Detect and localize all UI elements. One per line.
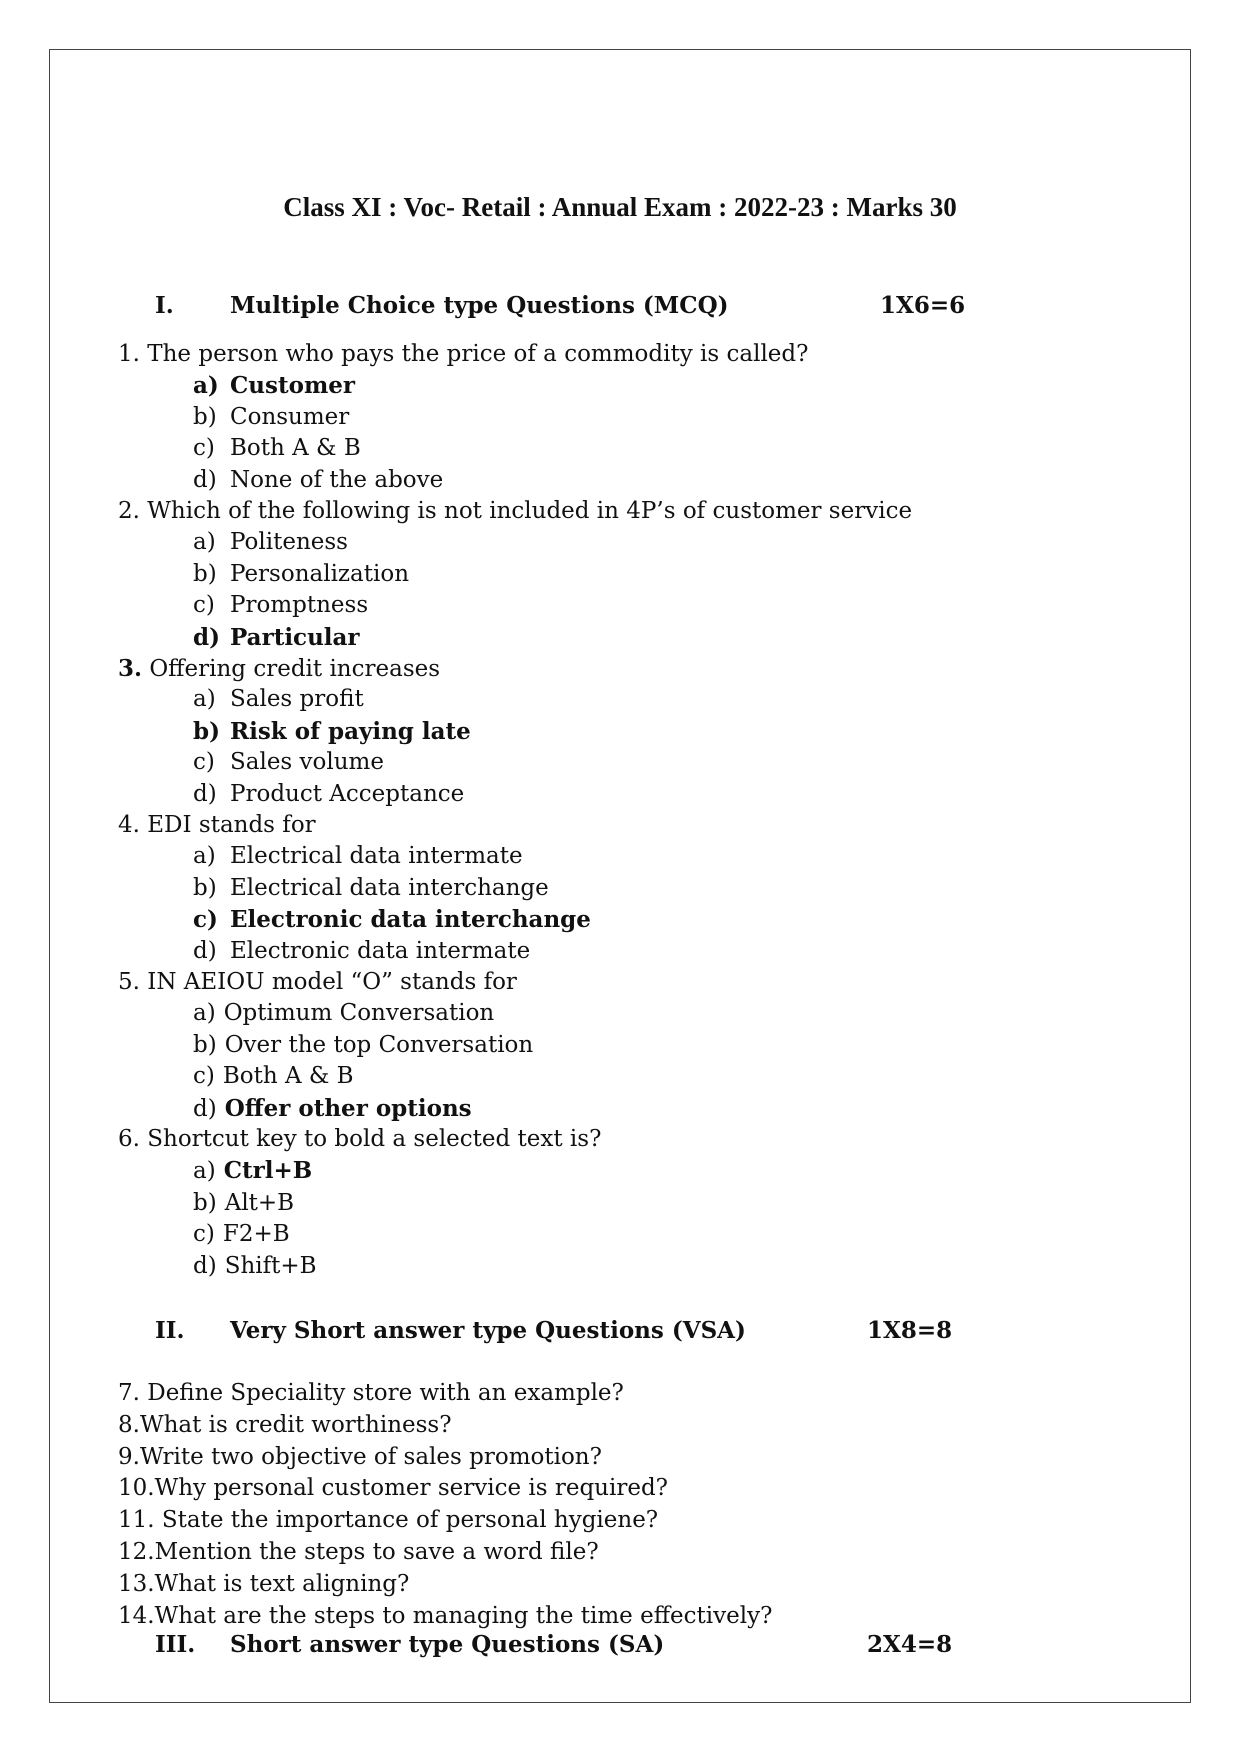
question-text: The person who pays the price of a commodity is called? <box>147 341 809 367</box>
question-text: IN AEIOU model “O” stands for <box>147 969 517 995</box>
option: a) Sales profit <box>193 686 364 712</box>
option: c) Electronic data interchange <box>193 906 591 933</box>
question-6-options <box>193 1155 317 1282</box>
option: a) Customer <box>193 372 356 399</box>
section-number: II. <box>155 1317 185 1344</box>
question-2-options <box>193 527 409 653</box>
option: d) Product Acceptance <box>193 780 465 807</box>
option: a) Politeness <box>193 529 348 555</box>
option: d) None of the above <box>193 466 444 493</box>
vsa-question-list <box>118 1378 772 1632</box>
option: a) Optimum Conversation <box>193 1000 495 1026</box>
option: b) Electrical data interchange <box>193 874 549 901</box>
section-heading-mcq <box>155 292 1155 324</box>
option: c) Both A & B <box>193 435 361 461</box>
option: c) Promptness <box>193 592 369 618</box>
question-3 <box>118 653 440 685</box>
question-4-options <box>193 841 591 967</box>
section-title: Short answer type Questions (SA) <box>230 1631 665 1658</box>
question-text: EDI stands for <box>147 812 316 838</box>
option: a) Electrical data intermate <box>193 843 523 869</box>
option: d) Offer other options <box>193 1094 472 1122</box>
question-number: 1. <box>118 341 140 367</box>
section-marks: 2X4=8 <box>867 1631 953 1658</box>
option: d) Shift+B <box>193 1252 317 1279</box>
list-item: 12.Mention the steps to save a word file? <box>118 1538 599 1565</box>
question-number: 2. <box>118 498 140 524</box>
question-6 <box>118 1124 601 1155</box>
option: a) Ctrl+B <box>193 1157 313 1184</box>
section-marks: 1X6=6 <box>880 292 966 319</box>
section-heading-vsa <box>155 1317 1155 1349</box>
section-marks: 1X8=8 <box>867 1317 953 1344</box>
question-text: Offering credit increases <box>149 656 441 682</box>
section-title: Multiple Choice type Questions (MCQ) <box>230 292 729 319</box>
question-text: Which of the following is not included in 4P’s of customer service <box>147 498 913 524</box>
question-number: 5. <box>118 969 140 995</box>
option: d) Electronic data intermate <box>193 937 531 964</box>
exam-title: Class XI : Voc- Retail : Annual Exam : 2022-23 : Marks 30 <box>283 192 957 222</box>
question-2 <box>118 496 912 527</box>
list-item: 13.What is text aligning? <box>118 1570 410 1597</box>
option: c) F2+B <box>193 1221 290 1247</box>
question-5 <box>118 967 517 998</box>
list-item: 10.Why personal customer service is required? <box>118 1475 669 1502</box>
option: c) Both A & B <box>193 1063 354 1089</box>
list-item: 11. State the importance of personal hygiene? <box>118 1507 659 1534</box>
question-number: 4. <box>118 812 140 838</box>
question-number: 3. <box>118 655 143 682</box>
question-3-options <box>193 684 471 810</box>
option: c) Sales volume <box>193 749 384 775</box>
list-item: 8.What is credit worthiness? <box>118 1411 452 1438</box>
question-5-options <box>193 998 533 1125</box>
list-item: 14.What are the steps to managing the time effectively? <box>118 1602 773 1629</box>
section-heading-sa <box>155 1631 1155 1663</box>
section-number: I. <box>155 292 174 319</box>
option: b) Risk of paying late <box>193 717 471 745</box>
option: b) Over the top Conversation <box>193 1031 534 1058</box>
option: b) Alt+B <box>193 1189 295 1216</box>
question-1-options <box>193 370 443 496</box>
section-number: III. <box>155 1631 196 1658</box>
question-1 <box>118 339 808 370</box>
list-item: 9.Write two objective of sales promotion? <box>118 1443 602 1470</box>
question-4 <box>118 810 316 841</box>
list-item: 7. Define Speciality store with an example? <box>118 1380 624 1406</box>
section-title: Very Short answer type Questions (VSA) <box>230 1317 746 1344</box>
option: b) Personalization <box>193 560 410 587</box>
option: d) Particular <box>193 623 360 651</box>
option: b) Consumer <box>193 403 350 430</box>
question-text: Shortcut key to bold a selected text is? <box>147 1126 602 1152</box>
question-number: 6. <box>118 1126 140 1152</box>
